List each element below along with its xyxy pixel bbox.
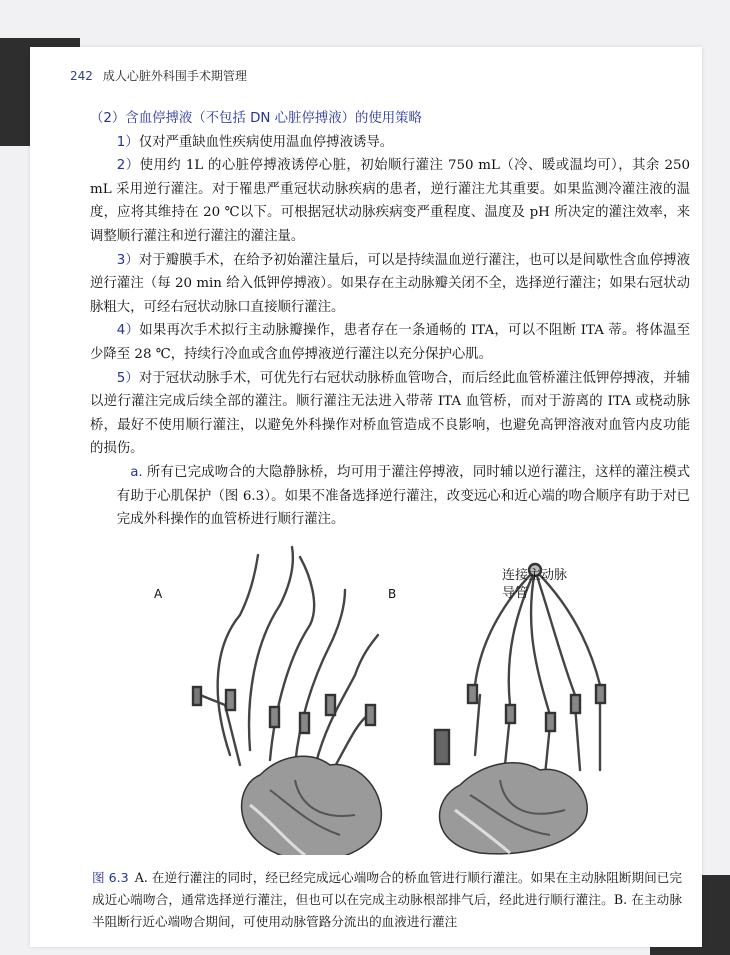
connector bbox=[506, 705, 515, 723]
item-text: 仅对严重缺血性疾病使用温血停搏液诱导。 bbox=[138, 134, 394, 150]
running-head bbox=[70, 67, 247, 84]
subitem-text: 所有已完成吻合的大隐静脉桥，均可用于灌注停搏液，同时辅以逆行灌注，这样的灌注模式有助于心肌保护（图 6.3）。如果不准备选择逆行灌注，改变远心和近心端的吻合顺序有助于对已完成外科操作的血管桥进行顺行灌注。 bbox=[116, 464, 690, 528]
connector bbox=[571, 695, 580, 713]
annotation-line-1: 连接主动脉 bbox=[502, 568, 568, 583]
connector bbox=[468, 685, 477, 703]
item-number: 5） bbox=[116, 370, 139, 386]
panel-a-label: A bbox=[154, 587, 163, 601]
book-page bbox=[30, 47, 702, 947]
figure-caption bbox=[92, 867, 682, 933]
heart-shape-b bbox=[440, 763, 588, 854]
paragraph-3 bbox=[90, 249, 690, 320]
item-number: 4） bbox=[116, 323, 140, 339]
connector bbox=[300, 713, 309, 733]
item-number: 2） bbox=[116, 158, 140, 174]
caption-label: 图 6.3 bbox=[92, 870, 129, 885]
figure-6-3 bbox=[130, 535, 650, 855]
book-title: 成人心脏外科围手术期管理 bbox=[102, 69, 247, 83]
item-text: 对于冠状动脉手术，可优先行右冠状动脉桥血管吻合，而后经此血管桥灌注低钾停搏液，并辅以逆行灌注完成后续全部的灌注。顺行灌注无法进入带蒂 ITA 血管桥，而对于游离的 ITA 或桡动脉桥，最好不使用顺行灌注，以避免外科操作对桥血管造成不良影响，也避免高钾溶液对血管内皮功能的损伤。 bbox=[90, 370, 690, 457]
heart-body bbox=[440, 763, 588, 854]
heart-shape-a bbox=[242, 756, 382, 855]
connector bbox=[326, 695, 335, 715]
panel-b-label: B bbox=[388, 587, 397, 601]
catheter-line bbox=[295, 590, 345, 765]
connector bbox=[193, 687, 201, 705]
item-number: 1） bbox=[116, 134, 139, 150]
item-text: 使用约 1L 的心脏停搏液诱停心脏，初始顺行灌注 750 mL（冷、暖或温均可），其余 250 mL 采用逆行灌注。对于罹患严重冠状动脉疾病的患者，逆行灌注尤其重要。如果监测冷灌注液的温度，应将其维持在 20 ℃以下。可根据冠状动脉疾病变严重程度、温度及 pH 所决定的灌注效率，来调整顺行灌注和逆行灌注的灌注量。 bbox=[90, 158, 690, 244]
catheter-line bbox=[218, 555, 258, 755]
body-text bbox=[90, 107, 690, 532]
paragraph-1 bbox=[90, 131, 690, 155]
heart-body bbox=[242, 756, 382, 855]
connector bbox=[366, 705, 375, 725]
figure-annotation bbox=[502, 567, 567, 603]
item-text: 对于瓣膜手术，在给予初始灌注量后，可以是持续温血逆行灌注，也可以是间歇性含血停搏液逆行灌注（每 20 min 给入低钾停搏液）。如果存在主动脉瓣关闭不全，选择逆行灌注；如果右冠状动脉粗大，可经右冠状动脉口直接顺行灌注。 bbox=[90, 252, 690, 315]
catheter-line bbox=[545, 725, 550, 775]
annotation-line-2: 导管 bbox=[502, 586, 529, 601]
page-number: 242 bbox=[70, 69, 93, 83]
catheter-line bbox=[575, 705, 580, 770]
connector bbox=[596, 685, 605, 703]
paragraph-2 bbox=[90, 154, 690, 248]
heart-illustration bbox=[130, 535, 650, 855]
paragraph-4 bbox=[90, 319, 690, 366]
section-heading: （2）含血停搏液（不包括 DN 心脏停搏液）的使用策略 bbox=[90, 111, 422, 126]
connector bbox=[546, 713, 555, 731]
caption-text: A. 在逆行灌注的同时，经已经完成远心端吻合的桥血管进行顺行灌注。如果在主动脉阻断期间已完成近心端吻合，通常选择逆行灌注，但也可以在完成主动脉根部排气后，经此进行顺行灌注。B. 在主动脉半阻断行近心端吻合期间，可使用动脉管路分流出的血液进行灌注 bbox=[92, 870, 682, 929]
paragraph-5 bbox=[90, 367, 690, 461]
aortic-clamp bbox=[435, 730, 449, 764]
subitem-letter: a. bbox=[130, 464, 143, 480]
item-number: 3） bbox=[116, 252, 139, 268]
connector bbox=[226, 690, 235, 710]
connector bbox=[270, 707, 279, 727]
heart-illustration-a bbox=[193, 547, 378, 775]
subparagraph-a bbox=[90, 461, 690, 532]
item-text: 如果再次手术拟行主动脉瓣操作，患者存在一条通畅的 ITA，可以不阻断 ITA 蒂。将体温至少降至 28 ℃，持续行冷血或含血停搏液逆行灌注以充分保护心肌。 bbox=[90, 323, 690, 362]
